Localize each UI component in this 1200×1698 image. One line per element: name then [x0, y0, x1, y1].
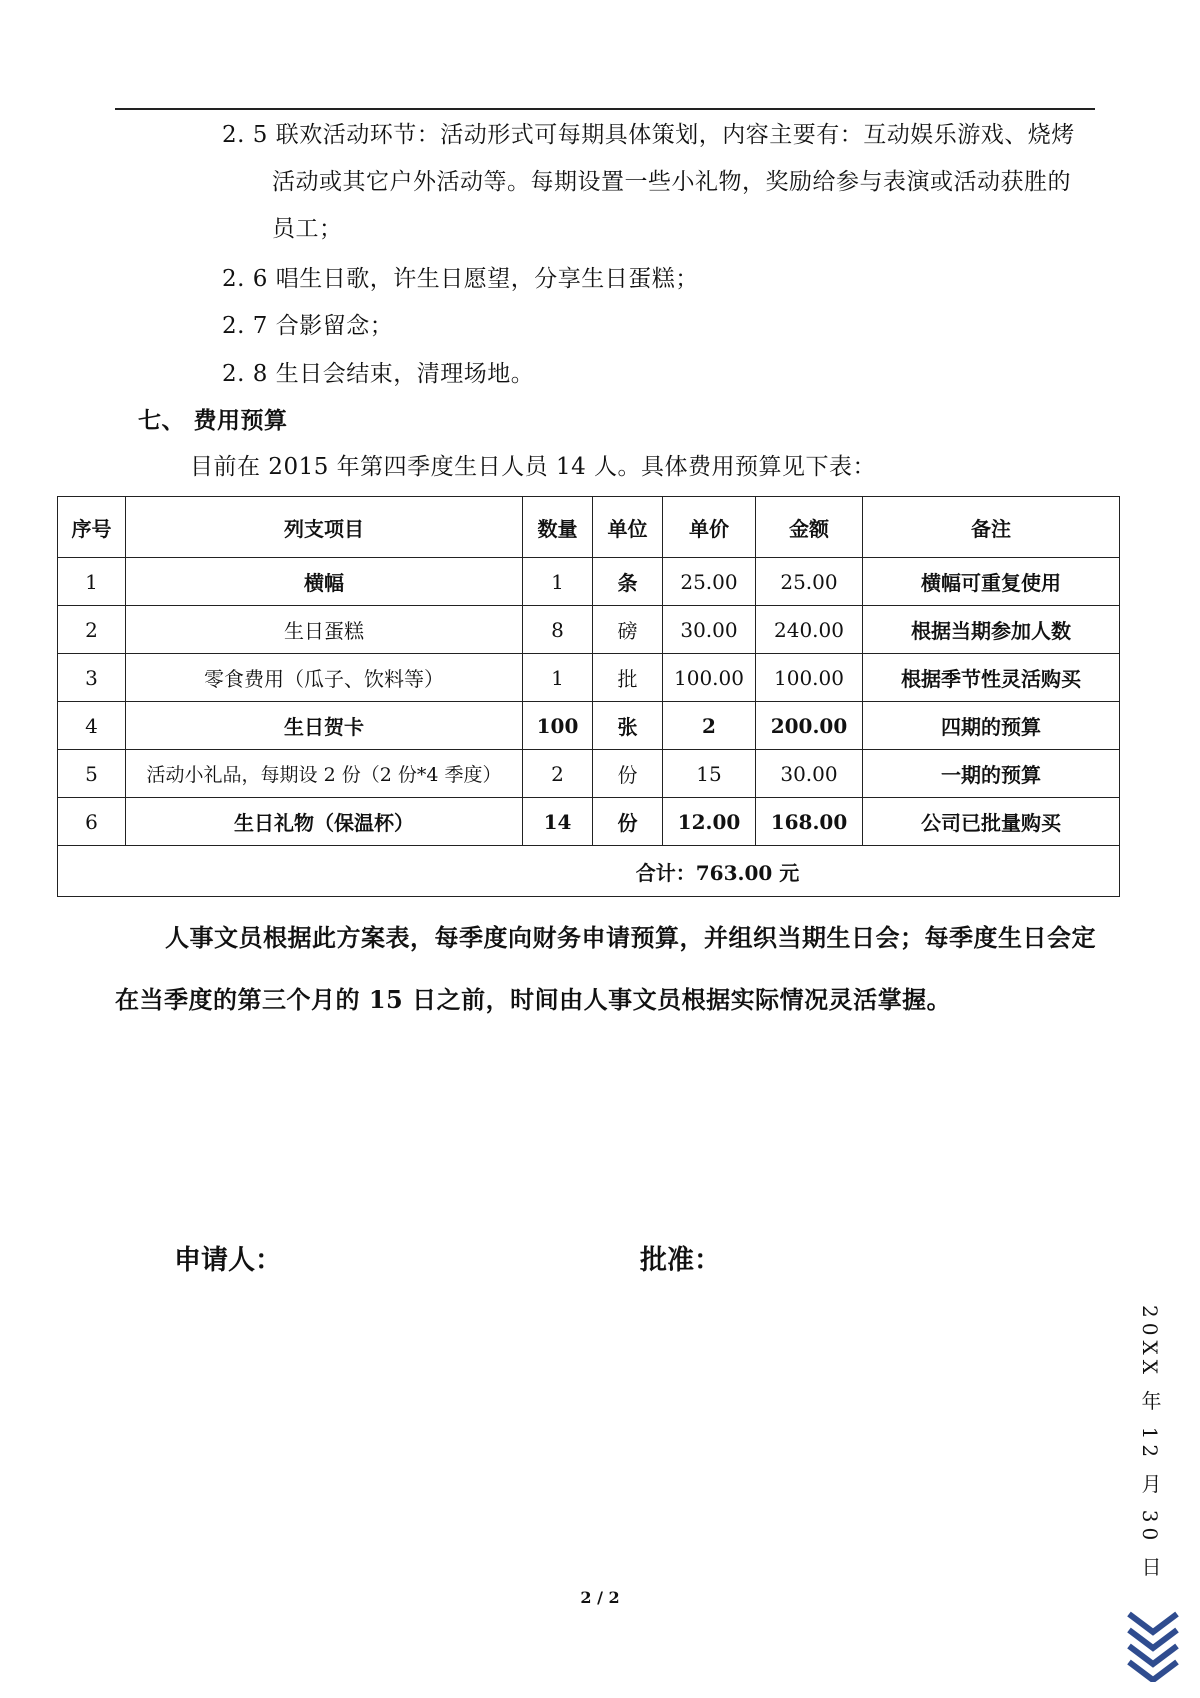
table-cell: 生日贺卡	[126, 702, 523, 750]
table-total-row	[58, 846, 1120, 897]
applicant-label: 申请人：	[174, 1245, 282, 1276]
list-item-continuation	[272, 167, 1071, 197]
closing-line-2: 在当季度的第三个月的 15 日之前，时间由人事文员根据实际情况灵活掌握。	[115, 985, 952, 1014]
table-cell: 8	[523, 606, 593, 654]
table-cell: 100	[523, 702, 593, 750]
table-cell: 四期的预算	[863, 702, 1120, 750]
column-header: 列支项目	[126, 497, 523, 558]
item-number: 2. 8	[222, 361, 268, 387]
table-cell: 2	[663, 702, 756, 750]
table-cell: 2	[58, 606, 126, 654]
table-cell: 200.00	[756, 702, 863, 750]
item-text: 合影留念；	[275, 313, 394, 339]
table-row	[58, 798, 1120, 846]
table-cell: 生日蛋糕	[126, 606, 523, 654]
table-cell: 168.00	[756, 798, 863, 846]
item-number: 2. 6	[222, 266, 268, 292]
page-number: 2 / 2	[580, 1588, 620, 1607]
table-cell: 1	[523, 654, 593, 702]
item-text: 联欢活动环节：活动形式可每期具体策划，内容主要有：互动娱乐游戏、烧烤	[275, 122, 1075, 148]
section-heading: 七、 费用预算	[138, 407, 288, 434]
table-cell: 100.00	[663, 654, 756, 702]
table-cell: 12.00	[663, 798, 756, 846]
total-cell: 合计：763.00 元	[58, 846, 1120, 897]
table-cell: 一期的预算	[863, 750, 1120, 798]
table-cell: 3	[58, 654, 126, 702]
table-cell: 240.00	[756, 606, 863, 654]
approver-label: 批准：	[640, 1245, 721, 1276]
item-number: 2. 7	[222, 313, 268, 339]
item-text: 员工；	[272, 216, 343, 242]
table-cell: 份	[593, 750, 663, 798]
table-cell: 2	[523, 750, 593, 798]
table-cell: 1	[523, 558, 593, 606]
table-cell: 100.00	[756, 654, 863, 702]
budget-table	[57, 496, 1120, 897]
table-cell: 磅	[593, 606, 663, 654]
table-row	[58, 558, 1120, 606]
item-text: 活动或其它户外活动等。每期设置一些小礼物，奖励给参与表演或活动获胜的	[272, 169, 1071, 195]
table-cell: 份	[593, 798, 663, 846]
table-cell: 15	[663, 750, 756, 798]
date-stamp: 20XX 年 12 月 30 日	[1138, 1305, 1162, 1582]
column-header: 单价	[663, 497, 756, 558]
table-row	[58, 606, 1120, 654]
table-header-row	[58, 497, 1120, 558]
table-cell: 条	[593, 558, 663, 606]
column-header: 数量	[523, 497, 593, 558]
list-item-2-7	[222, 311, 393, 341]
item-text: 唱生日歌，许生日愿望，分享生日蛋糕；	[275, 266, 699, 292]
table-cell: 25.00	[756, 558, 863, 606]
column-header: 序号	[58, 497, 126, 558]
table-cell: 零食费用（瓜子、饮料等）	[126, 654, 523, 702]
table-cell: 活动小礼品，每期设 2 份（2 份*4 季度）	[126, 750, 523, 798]
list-item-continuation	[272, 214, 343, 244]
header-rule	[115, 108, 1095, 110]
column-header: 金额	[756, 497, 863, 558]
table-row	[58, 654, 1120, 702]
chevron-down-icon	[1125, 1610, 1181, 1686]
table-row	[58, 702, 1120, 750]
item-number: 2. 5	[222, 122, 268, 148]
intro-text: 目前在 2015 年第四季度生日人员 14 人。具体费用预算见下表：	[190, 454, 877, 480]
column-header: 单位	[593, 497, 663, 558]
table-cell: 根据当期参加人数	[863, 606, 1120, 654]
closing-line-1: 人事文员根据此方案表，每季度向财务申请预算，并组织当期生日会；每季度生日会定	[165, 923, 1096, 952]
table-cell: 张	[593, 702, 663, 750]
table-cell: 生日礼物（保温杯）	[126, 798, 523, 846]
table-cell: 4	[58, 702, 126, 750]
table-cell: 6	[58, 798, 126, 846]
list-item-2-6	[222, 264, 699, 294]
column-header: 备注	[863, 497, 1120, 558]
table-cell: 30.00	[663, 606, 756, 654]
table-cell: 1	[58, 558, 126, 606]
table-cell: 公司已批量购买	[863, 798, 1120, 846]
table-cell: 14	[523, 798, 593, 846]
item-text: 生日会结束，清理场地。	[275, 361, 535, 387]
table-cell: 5	[58, 750, 126, 798]
table-cell: 横幅可重复使用	[863, 558, 1120, 606]
list-item-2-5	[222, 120, 1075, 150]
list-item-2-8	[222, 359, 534, 389]
table-row	[58, 750, 1120, 798]
table-cell: 根据季节性灵活购买	[863, 654, 1120, 702]
table-cell: 横幅	[126, 558, 523, 606]
table-cell: 30.00	[756, 750, 863, 798]
table-cell: 批	[593, 654, 663, 702]
table-cell: 25.00	[663, 558, 756, 606]
